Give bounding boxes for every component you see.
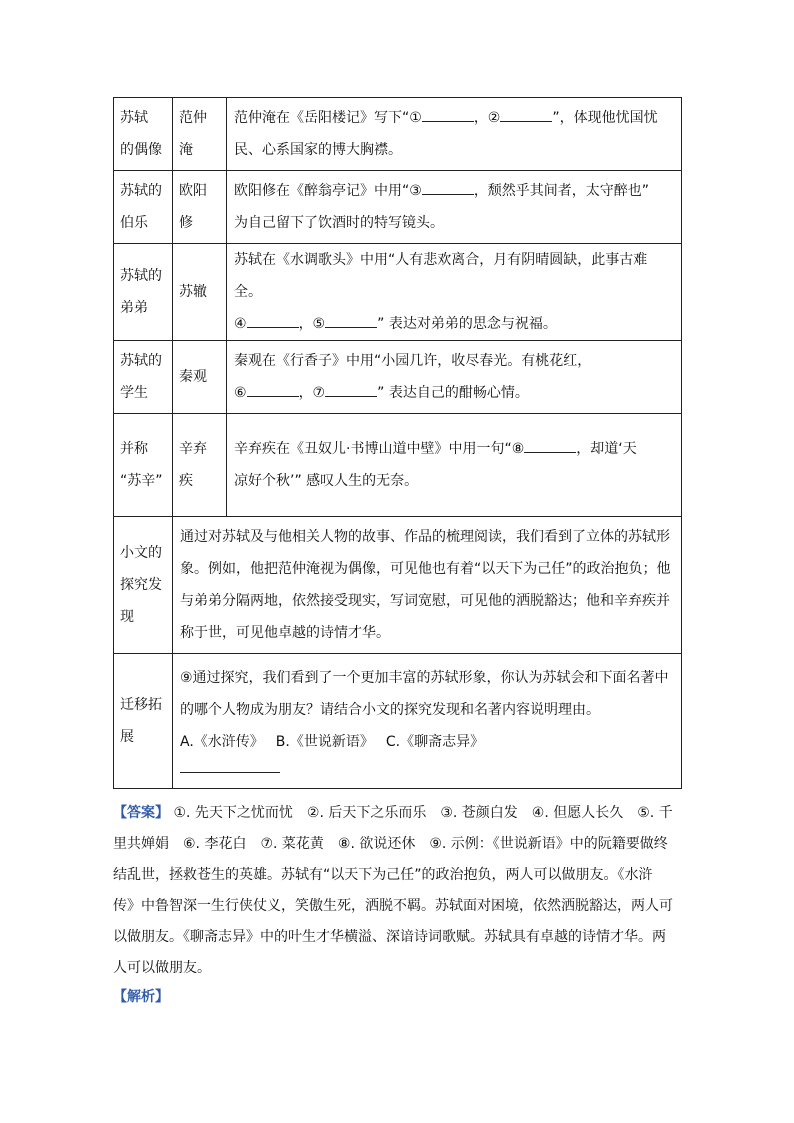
fill-blank-6[interactable] <box>247 382 299 397</box>
row-label-line: 迁移拓 <box>120 697 162 713</box>
row-text: ” 表达对弟弟的思念与祝福。 <box>377 316 557 332</box>
row-text: 辛弃疾在《丑奴儿·书博山道中壁》中用一句“⑧ <box>234 441 525 457</box>
answer-block <box>113 798 673 984</box>
row-text: 凉好个秋’” 感叹人生的无奈。 <box>234 473 419 489</box>
fill-blank-3[interactable] <box>422 180 474 195</box>
person-name-line: 修 <box>179 215 193 231</box>
transfer-question: ⑨通过探究，我们看到了一个更加丰富的苏轼形象，你认为苏轼会和下面名著中的哪个人物成为朋友？请结合小文的探究发现和名著内容说明理由。 <box>180 669 669 718</box>
table-row <box>114 341 682 414</box>
fill-blank-2[interactable] <box>500 107 552 122</box>
row-label-line: 苏轼的 <box>120 353 162 369</box>
table-row <box>114 414 682 517</box>
row-text: ” 表达自己的酣畅心情。 <box>377 385 529 401</box>
row-text: 欧阳修在《醉翁亭记》中用“③ <box>234 183 422 199</box>
answer-tag: 【答案】 <box>113 805 169 821</box>
question-table <box>113 97 682 789</box>
fill-blank-4[interactable] <box>247 313 299 328</box>
option-c: C.《聊斋志异》 <box>385 733 485 750</box>
table-row-explore <box>114 517 682 654</box>
option-b: B.《世说新语》 <box>275 733 374 750</box>
row-text: ，⑦ <box>298 385 326 401</box>
explore-text: 通过对苏轼及与他相关人物的故事、作品的梳理阅读，我们看到了立体的苏轼形象。例如，他把范仲淹视为偶像，可见他也有着“以天下为己任”的政治抱负；他与弟弟分隔两地，依然接受现实，写词宽慰，可见他的洒脱豁达；他和辛弃疾并称于世，可见他卓越的诗情才华。 <box>180 529 671 641</box>
table-row-transfer <box>114 654 682 789</box>
person-name-line: 苏辙 <box>179 284 207 300</box>
person-name-line: 秦观 <box>179 369 207 385</box>
person-name-line: 淹 <box>179 142 193 158</box>
table-row <box>114 98 682 171</box>
row-label-line: 伯乐 <box>120 215 148 231</box>
fill-blank-7[interactable] <box>325 382 377 397</box>
row-text: ”，体现他忧国忧 <box>552 110 658 126</box>
row-text: 苏轼在《水调歌头》中用“人有悲欢离合，月有阴晴圆缺，此事古难全。 <box>234 252 648 300</box>
row-label-line: 并称 <box>120 441 148 457</box>
fill-blank-5[interactable] <box>325 313 377 328</box>
row-text: 民、心系国家的博大胸襟。 <box>234 142 402 158</box>
row-label-line: 弟弟 <box>120 300 148 316</box>
analysis-block <box>113 986 169 1006</box>
person-name-line: 范仲 <box>179 110 207 126</box>
row-label-line: 探究发 <box>120 577 162 593</box>
row-label-line: 小文的 <box>120 545 162 561</box>
row-text: 为自己留下了饮酒时的特写镜头。 <box>234 215 444 231</box>
row-text: ，颓然乎其间者，太守醉也” <box>473 183 650 199</box>
table-row <box>114 244 682 341</box>
person-name-line: 疾 <box>179 473 193 489</box>
answer-blank-line[interactable] <box>180 758 280 773</box>
person-name-line: 欧阳 <box>179 183 207 199</box>
row-label-line: 展 <box>120 729 134 745</box>
row-label-line: “苏辛” <box>120 473 163 489</box>
row-label-line: 苏轼 <box>120 110 148 126</box>
row-label-line: 学生 <box>120 385 148 401</box>
row-text: ⑥ <box>234 385 247 401</box>
row-label-line: 的偶像 <box>120 142 162 158</box>
option-a: A.《水浒传》 <box>180 733 264 750</box>
fill-blank-1[interactable] <box>422 107 474 122</box>
table-row <box>114 171 682 244</box>
row-label-line: 现 <box>120 609 134 625</box>
person-name-line: 辛弃 <box>179 441 207 457</box>
row-text: 秦观在《行香子》中用“小园几许，收尽春光。有桃花红， <box>234 353 592 369</box>
row-label-line: 苏轼的 <box>120 183 162 199</box>
row-text: ，⑤ <box>298 316 326 332</box>
row-text: ，却道‘天 <box>576 441 637 457</box>
row-text: 范仲淹在《岳阳楼记》写下“① <box>234 110 422 126</box>
row-text: ，② <box>473 110 501 126</box>
row-text: ④ <box>234 316 247 332</box>
answer-text: ①. 先天下之忧而忧 ②. 后天下之乐而乐 ③. 苍颜白发 ④. 但愿人长久 ⑤. 千里共婵娟 ⑥. 李花白 ⑦. 菜花黄 ⑧. 欲说还休 ⑨. 示例：《世说新语》中的阮籍要做终结乱世，拯救苍生的英雄。苏轼有“以天下为己任”的政治抱负，两人可以做朋友。《水浒传》中鲁智深一生行侠仗义，笑傲生死，洒脱不羁。苏轼面对困境，依然洒脱豁达，两人可以做朋友。《聊斋志异》中的叶生才华横溢、深谙诗词歌赋。苏轼具有卓越的诗情才华。两人可以做朋友。 <box>113 805 673 976</box>
row-label-line: 苏轼的 <box>120 268 162 284</box>
fill-blank-8[interactable] <box>524 438 576 453</box>
analysis-tag: 【解析】 <box>113 989 169 1005</box>
